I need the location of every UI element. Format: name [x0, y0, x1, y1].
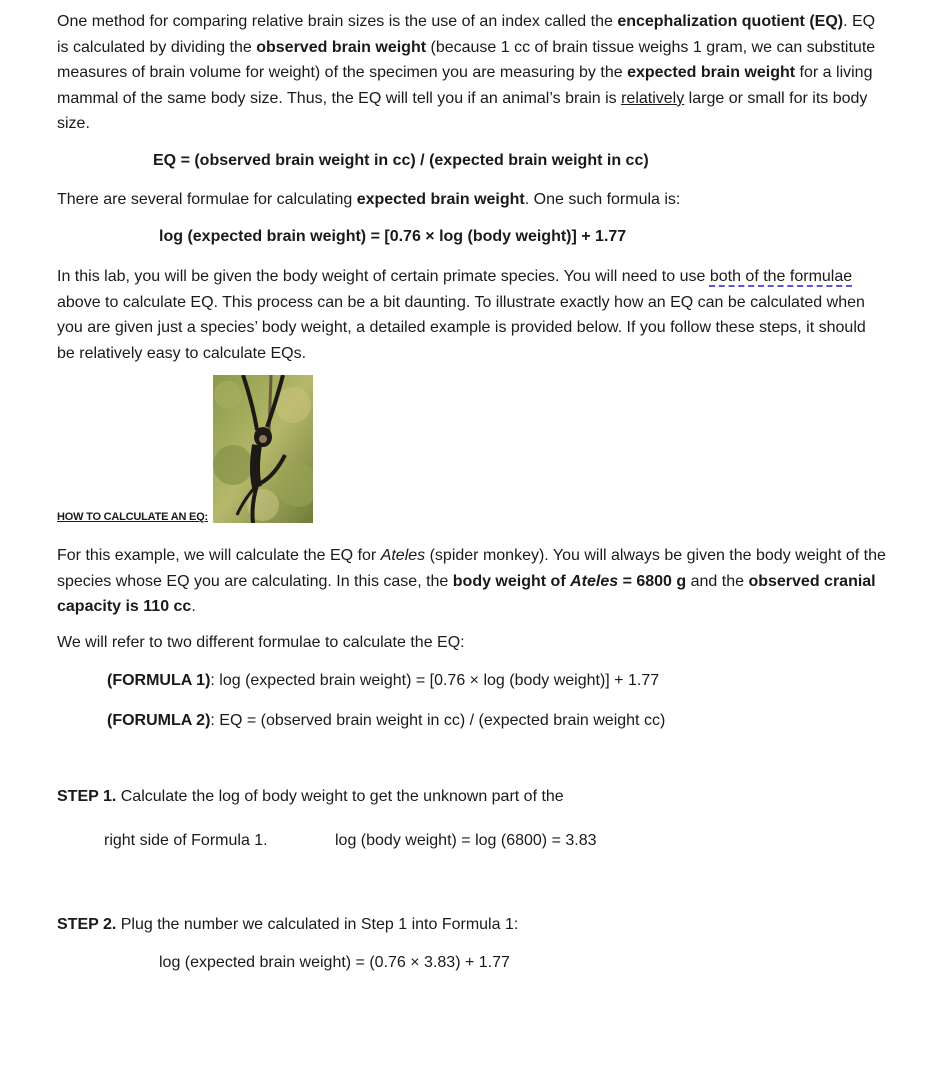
lab-flagged-text: both of the formulae	[709, 268, 853, 285]
example-text: and the	[686, 572, 749, 590]
intro-bold-eq: encephalization quotient (EQ)	[617, 13, 844, 30]
several-text: There are several formulae for calculating	[57, 191, 357, 208]
example-bold-weight-value: = 6800 g	[618, 572, 687, 590]
formula-1	[107, 670, 659, 692]
formula-2	[107, 710, 665, 732]
example-italic-genus: Ateles	[380, 547, 426, 564]
several-formulae-paragraph	[57, 187, 887, 213]
several-bold: expected brain weight	[356, 191, 525, 208]
example-text: .	[191, 598, 196, 615]
intro-bold-expected: expected brain weight	[627, 64, 796, 81]
formula-1-text: : log (expected brain weight) = [0.76 × log (body weight)] + 1.77	[210, 672, 660, 689]
step-2-calculation: log (expected brain weight) = (0.76 × 3.83) + 1.77	[159, 954, 510, 971]
refer-paragraph: We will refer to two different formulae to calculate the EQ:	[57, 634, 465, 651]
intro-text: large or small for its body size.	[57, 89, 868, 132]
example-bold-italic-genus: Ateles	[570, 572, 619, 590]
intro-text: (because 1 cc of brain tissue weighs 1 gram, we can substitute measures of brain volume for weight) of the specimen you are measuring by the	[57, 38, 876, 81]
how-to-heading: HOW TO CALCULATE AN EQ:	[57, 511, 209, 523]
step-2-text: Plug the number we calculated in Step 1 into Formula 1:	[116, 916, 519, 933]
step-2-label: STEP 2.	[57, 916, 117, 933]
example-paragraph	[57, 543, 887, 620]
example-text: For this example, we will calculate the EQ for	[57, 547, 381, 564]
lab-paragraph	[57, 264, 887, 366]
lab-text: In this lab, you will be given the body weight of certain primate species. You will need to use	[57, 268, 710, 285]
intro-underlined-relatively: relatively	[621, 89, 685, 107]
step-2	[57, 914, 518, 936]
step-1-text: Calculate the log of body weight to get the unknown part of the	[116, 788, 564, 805]
lab-text: above to calculate EQ. This process can be a bit daunting. To illustrate exactly how an EQ can be calculated when you are given just a species’ body weight, a detailed example is provided below. If you follow these steps, it should be relatively easy to calculate EQs.	[57, 293, 866, 362]
eq-formula: EQ = (observed brain weight in cc) / (expected brain weight in cc)	[153, 152, 649, 169]
log-formula: log (expected brain weight) = [0.76 × log (body weight)] + 1.77	[159, 228, 627, 245]
intro-text: . EQ is calculated by dividing the	[57, 13, 876, 56]
example-bold-body-weight: body weight of	[452, 572, 571, 590]
formula-2-label: (FORUMLA 2)	[107, 712, 211, 729]
spider-monkey-photo	[213, 375, 313, 523]
step-1-continuation: right side of Formula 1.	[104, 832, 268, 849]
step-1-calculation: log (body weight) = log (6800) = 3.83	[335, 832, 597, 849]
step-1-label: STEP 1.	[57, 788, 117, 805]
formula-2-text: : EQ = (observed brain weight in cc) / (expected brain weight cc)	[210, 712, 666, 729]
intro-text: One method for comparing relative brain sizes is the use of an index called the	[57, 13, 618, 30]
intro-paragraph	[57, 9, 887, 137]
intro-bold-observed: observed brain weight	[256, 38, 427, 56]
example-text: (spider monkey). You will always be given the body weight of the species whose EQ you are calculating. In this case, the	[57, 547, 886, 590]
several-text: . One such formula is:	[524, 191, 681, 208]
example-bold-cranial-capacity: observed cranial capacity is 110 cc	[57, 572, 876, 615]
intro-text: for a living mammal of the same body size. Thus, the EQ will tell you if an animal’s brain is	[57, 64, 873, 107]
step-1	[57, 786, 564, 808]
formula-1-label: (FORMULA 1)	[107, 672, 211, 689]
